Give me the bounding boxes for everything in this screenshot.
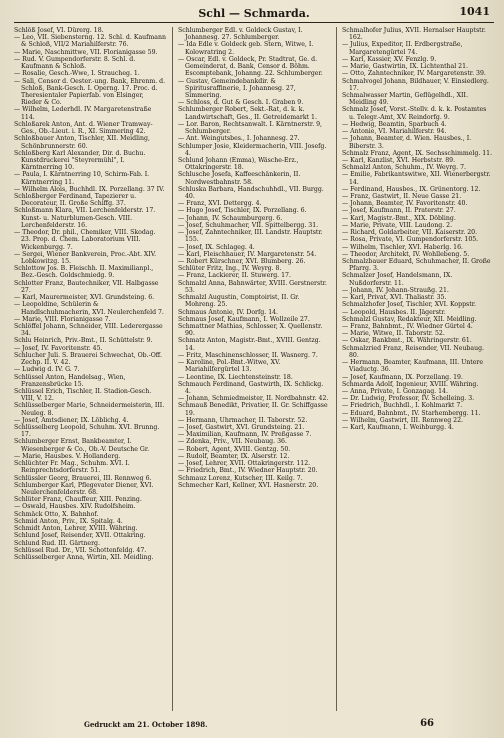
directory-entry: — Wilhelm, Gastwirt, III. Rennweg 22. (342, 416, 464, 424)
directory-entry: — Leo, VII. Siebensterng. 12. Schl. d. Kaufmann & Schloß, VII/2 Mariahilferstr. 76. (14, 34, 166, 49)
entries-columns (14, 27, 494, 711)
directory-entry: Schlumberger Robert, Sekt.-Rat, d. k. k. Landwirtschaft, Ges., II. Getreidemarkt 1. (178, 106, 317, 121)
directory-entry: Schlumberger Edl. v. Goldeck Gustav, I. Johannesg. 27. Schlumberger. (178, 27, 303, 42)
directory-entry: — Maximilian, Kaufmann, IV. Preßgasse 7. (178, 431, 312, 439)
directory-entry: — Theodor, Dr. phil., Chemiker, VIII. Skodag. 23. Prop. d. Chem. Laboratorium VIII. Wickenburgg. 7. (14, 229, 156, 251)
directory-entry: — Rudolf, Beamter, IX. Alserstr. 12. (178, 452, 290, 460)
directory-entry: — Karoline, Pol.-Bmt.-Witwe, XV. Mariahilfergürtel 13. (178, 359, 281, 374)
directory-entry: — Josef, Schuhmacher, VII. Spittelbergg. 31. (178, 221, 319, 229)
directory-entry: Schlumberger Karl, Pflegevater Diener, XVI. Neulerchenfelderstr. 68. (14, 481, 154, 496)
directory-entry: — Oscar, Edl. v. Goldeck, Pr. Stadtrat, Ge. d. Gemeinderat, d. Bank, Censor d. Böhm. Escomptebank, Johanng. 22. Schlumberger. (178, 55, 323, 78)
directory-entry: Schmaus Josef, Kaufmann, I. Wollzeile 27. (178, 315, 310, 323)
directory-entry: — Johann, Schmiedmeister, II. Nordbahnstr. 42. (178, 395, 329, 403)
directory-entry: — Franz, Bahnbmt., IV. Wiedner Gürtel 4. (342, 322, 473, 330)
directory-entry: — Josef, Kaufmann, IX. Porzellang. 19. (342, 373, 463, 381)
directory-entry: Schmid Anton, Priv., IX. Spitalg. 4. (14, 517, 123, 525)
directory-entry: Schmauß Benedikt, Privatier, II. Gr. Schiffgasse 19. (178, 402, 328, 417)
column-right (336, 27, 494, 711)
directory-entry: Schmalzbauer Eduard, Schuhmacher, II. Große Pfarrg. 3. (342, 258, 491, 273)
directory-entry: Schlumberger Ernst, Bankbeamter, I. Wiesenberger & Co., Ob.-V. Deutsche Gr. (14, 438, 150, 453)
directory-entry: — Josef, IX. Schlageg. 4. (178, 243, 255, 251)
directory-entry: — Josef, Lehrer, XVII. Ottakringerstr. 112. (178, 460, 311, 468)
directory-entry: — Josef, Kaufmann, II. Praterstr. 27. (342, 207, 456, 215)
directory-entry: Schmalvogel Johann, Bildhauer, V. Einsiedlerg. 17. (342, 77, 489, 92)
directory-entry: Schmalwasser Martin, Geflügelhdl., XII. Meidling 49. (342, 91, 468, 107)
directory-entry: Schlucher Juli. S. Brauerei Schwechat, Ob.-Off. Zechp. II. V. 42. (14, 351, 162, 367)
directory-entry: Schlüssel Erich, Tischler, II. Stadion-Gesch. VIII, V. 12. (14, 387, 152, 403)
directory-entry: Schloßmann Klara, VII. Lerchenfelderstr. 17. Kunst- u. Naturblumen-Gesch. VIII. Lerchenfelderstr. 16. (14, 207, 156, 229)
directory-entry: Schlüchter Fr. Mag., Schuhm. XVI. I. Reinprechtsdorferstr. 51. (14, 460, 130, 475)
directory-entry: — Emilie, Fabrikantswitwe, XII. Wienerbergstr. 14. (342, 171, 491, 186)
directory-entry: — Friedrich, Buchhdl., I. Kohlmarkt 7. (342, 402, 463, 410)
directory-entry: Schmalzl Anna, Bahnwärter, XVIII. Gerstnerstr. 53. (178, 279, 327, 294)
directory-entry: Schlund Josef, Reisender, XVII. Ottakring. (14, 532, 146, 540)
directory-entry: Schlöffel Johann, Schneider, VIII. Lederergasse 34. (14, 322, 163, 338)
directory-entry: Schmalz Franz, Agent, IX. Sechsschimmelg. 11. (342, 149, 493, 157)
directory-entry: — Marie, Gastwirtin, IX. Lichtenthal 21. (342, 63, 469, 71)
directory-entry: — Franz, Gastwirt, II. Neue Gasse 21. (342, 193, 462, 201)
directory-entry: — Sali, Censor d. Oester.-ung. Bank, Ehrenm. d. Schloß, Bank-Gesch. I. Operng. 17. Proc. d. Theresientaler Papierfab. von Elsinger, Rieder & Co. (14, 77, 166, 107)
directory-entry: Schmidt Anton, Lehrer, XVIII. Währing. (14, 525, 138, 533)
directory-entry: — Karl, Privat, XVI. Thaliastr. 35. (342, 294, 447, 302)
directory-entry: — Wilhelm Alois, Buchhdl. IX. Porzellang. 37 IV. (14, 185, 165, 193)
directory-entry: — Fritz, Maschinenschlosser, II. Wasnerg. 7. (178, 351, 318, 359)
directory-entry: — Leopoldine, Schülerin & Handlschuhmacherin, XVI. Neulerchenfeld 7. (14, 301, 164, 316)
directory-entry: Schmalhofer Julius, XVII. Hernalser Hauptstr. 162. (342, 27, 486, 42)
directory-entry: Schlüsselberg Leopold, Schuhm. XVI. Brunng. 17. (14, 424, 160, 439)
directory-entry: — Richard, Goldarbeiter, VII. Kaiserstr. 20. (342, 229, 478, 237)
directory-entry: — Theodor, Architekt, IV. Wohllebeng. 5. (342, 250, 470, 258)
directory-entry: — Hermann, Beamter, Kaufmann, III. Untere Viaductg. 36. (342, 359, 484, 374)
page-footer (14, 718, 494, 732)
directory-entry: — Josef, Amtsdiener, IX. Löblichg. 4. (14, 416, 129, 424)
directory-entry: — Karl, Magistr.-Bmt., XIX. Döbling. (342, 214, 456, 222)
directory-entry: Schlüsselberger Marie, Schneidermeisterin, III. Neuleg. 8. (14, 402, 165, 417)
directory-entry: — Karl, Fleischhauer, IV. Margaretenstr. 54. (178, 250, 317, 258)
directory-entry: — Wilhelm, Tischler, XVI. Haberlg. 16. (342, 243, 464, 251)
directory-entry: Schlotter Franz, Bautechniker, VII. Halbgasse 27. (14, 279, 159, 294)
directory-entry: Schlusche Josefa, Kaffeeschänkerin, II. Nordwestbahnstr. 58. (178, 171, 301, 186)
directory-entry: Schmäck Otto, X. Bahnhof. (14, 510, 99, 518)
directory-entry: Schmecher Karl, Kellner, XVI. Hasnerstr. 20. (178, 481, 319, 489)
directory-entry: — Sergei, Wiener Bankverein, Proc.-Abt. XIV. Lobkowitzg. 15. (14, 250, 157, 265)
directory-entry: Schmalzried Franz, Reisender, VII. Neubaug. 80. (342, 344, 484, 359)
directory-entry: — Friedrich, Bmt., IV. Wiedner Hauptstr. 20. (178, 467, 318, 475)
directory-entry: — Rosalie, Gesch.-Wwe, I. Straucheg. 1. (14, 70, 140, 78)
directory-entry: Schloßarek Anton, Ant. d. Wiener Tramway-Ges., Ob.-Lieut. i. R., XI. Simmering 42. (14, 120, 153, 136)
column-left (14, 27, 166, 711)
directory-entry: Schmaus Antonie, IV. Dorfg. 14. (178, 308, 279, 316)
directory-entry: — Ant. Weingutsbes., I. Johannesg. 27. (178, 135, 300, 143)
directory-entry: — Robert, Agent, XVIII. Gentzg. 50. (178, 445, 291, 453)
running-head: Schl — Schmarda. (198, 6, 310, 20)
directory-entry: — Franz, Lackierer, II. Stuwerg. 17. (178, 272, 291, 280)
directory-entry: — Johann, IV. Johann-Straußg. 21. (342, 286, 449, 294)
directory-entry: Schmatz Anton, Magistr.-Bmt., XVIII. Gentzg. 14. (178, 337, 321, 352)
directory-entry: — Otto, Zahntechniker, IV. Margaretenstr. 39. (342, 70, 486, 78)
directory-entry: Schlund Rud. III. Gärtnerg. (14, 539, 100, 547)
directory-entry: — Karl, Maurermeister, XVI. Grundsteing. 6. (14, 294, 155, 302)
directory-entry: Schlöß Josef, VI. Dürerg. 18. (14, 27, 104, 34)
column-middle (172, 27, 330, 711)
directory-entry: Schlüter Franz, Chauffeur, XIII. Penzing. (14, 496, 142, 504)
directory-entry: — Rosa, Private, VI. Gumpendorferstr. 105. (342, 236, 479, 244)
directory-entry: Schlüsselberger Anna, Wirtin, XII. Meidling. (14, 553, 154, 561)
directory-entry: Schmalzl Anton, Schuhm., IV. Weyrg. 7. (342, 164, 466, 172)
page-header (14, 4, 494, 23)
directory-entry: — Ida Edle v. Goldeck geb. Stern, Witwe, I. Kolowratring 2. (178, 41, 314, 56)
directory-entry: — Ludwig d. IV. G. 7. (14, 366, 80, 374)
directory-entry: Schmauch Ferdinand, Gastwirth, IX. Schlickg. 4. (178, 380, 324, 395)
directory-entry: — Antonie, VI. Mariahilferstr. 94. (342, 128, 447, 136)
directory-entry: Schlüter Fritz, Ing., IV. Weyrg. 8. (178, 265, 282, 273)
directory-entry: — Lor. Baron, Rechtsanwalt. I. Kärntnerstr. 9, Schlumberger. (178, 120, 323, 136)
directory-entry: — Marie, Naschmittwe, VII. Florianigasse 59. (14, 48, 158, 56)
page-number: 1041 (459, 5, 490, 18)
directory-entry: Schlüssel Rud. Dr., VII. Schottenfeldg. 47. (14, 546, 147, 554)
directory-entry: Schlu Heinrich, Priv.-Bmt., II. Schüttelstr. 9. (14, 337, 153, 345)
directory-entry: — Rud. V. Gumpendorferstr. 8. Schl. d. Kaufmann & Schloß. (14, 55, 136, 71)
directory-entry: — Schloss, d. Gut & Gesch. I. Graben 9. (178, 99, 304, 107)
directory-entry: — Karl, Kassier, XV. Fenzlg. 9. (342, 55, 437, 63)
directory-entry: — Hedwig, Beamtin, Sparbuch 4. (342, 120, 447, 128)
directory-entry: — Karl, Kaufmann, I. Weihburgg. 4. (342, 424, 454, 432)
directory-entry: Schlüssel Anton, Handelsag., Wien, Franzensbrücke 15. (14, 373, 126, 388)
directory-entry: — Josef, Zahntechniker, III. Landstr. Hauptstr. 155. (178, 229, 323, 244)
directory-entry: — Marie, Hausbes. V. Hollanderg. (14, 452, 121, 460)
directory-entry: Schlumper Josie, Kleidermacherin, VIII. Josefg. 4. (178, 142, 327, 157)
directory-entry: — Dr. Ludwig, Professor, IV. Schelleing. 3. (342, 395, 475, 403)
directory-entry: Schmalzer Josef, Handelsmann, IX. Nußdorferstr. 11. (342, 272, 453, 287)
directory-entry: Schlottow Jos. B. Fleischh. II. Maximilianpl., Bez.-Gesch. Goldschmiedg. 9. (14, 265, 154, 280)
directory-entry: — Oswald, Hausbes. XIV. Rudolfsheim. (14, 503, 136, 511)
directory-entry: Schluska Barbara, Handschuhhdl., VII. Burgg. 40. (178, 185, 324, 201)
directory-entry: — Eduard, Bahnbmt., IV. Starhembergg. 11. (342, 409, 481, 417)
directory-entry: — Marie, Private, VIII. Laudong. 2. (342, 221, 453, 229)
directory-entry: Schmalzhofer Josef, Tischler, XVI. Koppstr. (342, 301, 476, 309)
print-date: Gedruckt am 21. October 1898. (84, 720, 208, 729)
directory-entry: — Leopold, Hausbes. II. Jägerstr. (342, 308, 446, 316)
directory-entry: Schmattner Mathias, Schlosser, X. Quellenstr. 90. (178, 322, 323, 338)
directory-entry: — Robert Kürschner, XVI. Blumberg. 26. (178, 258, 306, 265)
directory-entry: — Oskar, Bankbmt., IX. Währingerstr. 61. (342, 337, 472, 345)
directory-entry: — Ferdinand, Hausbes., IX. Grünentorg. 12. (342, 185, 481, 193)
directory-entry: — Hugo Josef, Tischler, IX. Porzellang. 6. (178, 207, 307, 215)
directory-entry: — Johann, Beamter, d. Wien. Hausbes., I. Biberstr. 3. (342, 135, 472, 150)
directory-entry: — Johann, IV. Schaumburgerg. 6. (178, 214, 283, 222)
directory-entry: Schmauz Lorenz, Kutscher, III. Keilg. 7. (178, 474, 303, 482)
directory-entry: Schmalz Josef, Vorst.-Stellv. d. k. k. Postamtes u. Telegr.-Amt, XV. Reindorfg. 9. (342, 106, 487, 121)
directory-entry: Schloßberg Karl Alexander, Dir. d. Buchu. Kunstdruckerei "Steyrermühl", I. Kärntnerring 10. (14, 149, 146, 172)
directory-entry: — Anna, Private, I. Gonzagag. 14. (342, 387, 448, 395)
directory-entry: — Josef, Gastwirt, XVI. Grundsteing. 21. (178, 424, 305, 432)
directory-entry: Schlund Johann (Emma), Wäsche-Erz., Ottakringerstr. 18. (178, 156, 299, 172)
directory-entry: — Marie, Witwe, II. Taborstr. 52. (342, 330, 445, 338)
directory-entry: — Marie, VIII. Florianigasse 7. (14, 315, 111, 323)
directory-entry: — Johann, Beamter, IV. Favoritenstr. 40. (342, 200, 468, 208)
directory-entry: Schmalzl Gustav, Redakteur, XII. Meidling. (342, 315, 477, 323)
directory-entry: — Paula, I. Kärntnerring 10, Schirm-Fab. I. Kärntnerring 11. (14, 171, 150, 186)
directory-entry: — Julius, Expeditor, II. Erdbergstraße, Margaretengürtel 74. (342, 41, 463, 56)
directory-entry: Schloßberger Ferdinand, Tapezierer u. Decorateur, II. Große Schiffg. 37. (14, 193, 137, 208)
directory-entry: — Gustav, Gemeindebankdir. & Spiritusraffinerie, I. Johannesg. 27, Simmering. (178, 77, 296, 99)
directory-entry: — Leontine, IX. Liechtensteinstr. 18. (178, 373, 293, 381)
directory-entry: — Franz, XVI. Dettergg. 4. (178, 200, 262, 208)
directory-entry: Schmarda Adolf, Ingenieur, XVIII. Währing. (342, 380, 479, 388)
directory-entry: Schloßbauer Anton, Tischler, XII. Meidling, Schönbrunnerstr. 60. (14, 135, 150, 150)
directory-entry: — Hermann, Uhrmacher, II. Taborstr. 52. (178, 416, 308, 424)
directory-entry: — Josef, IV. Favoritenstr. 45. (14, 344, 103, 352)
directory-entry: Schlüssler Georg, Brauerei, III. Rennweg 6. (14, 474, 152, 482)
signature-number: 66 (420, 718, 434, 729)
directory-entry: — Karl, Kanzlist, XVI. Herbststr. 89. (342, 156, 456, 164)
directory-entry: — Zdenka, Priv., VII. Neubaug. 36. (178, 438, 287, 446)
directory-entry: — Wilhelm, Lederhdl. IV. Margaretenstraße 114. (14, 106, 152, 121)
directory-entry: Schmalzl Augustin, Comptoirist, II. Gr. Mohreng. 25. (178, 294, 300, 309)
